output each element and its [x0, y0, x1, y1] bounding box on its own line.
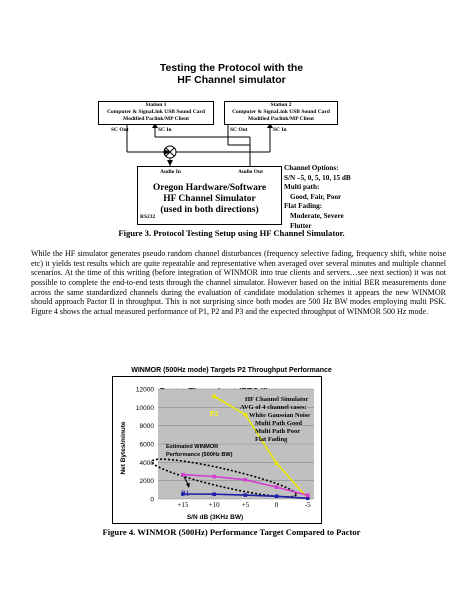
- series-point: [212, 475, 216, 479]
- y-tick-label: 0: [150, 496, 154, 504]
- station2-box: [224, 101, 338, 125]
- figure3-caption: Figure 3. Protocol Testing Setup using HF Channel Simulator.: [118, 228, 345, 238]
- audio-out-label: Audio Out: [238, 169, 263, 175]
- y-tick-label: 10000: [135, 404, 154, 412]
- figure4-caption: Figure 4. WINMOR (500Hz) Performance Target Compared to Pactor: [102, 527, 361, 537]
- simulator-title: [138, 183, 281, 216]
- station1-hardware: Computer & SignaLink USB Sound Card: [107, 109, 205, 115]
- x-tick-label: +10: [208, 501, 220, 509]
- figure4-header: WINMOR (500Hz mode) Targets P2 Throughput Performance: [131, 367, 332, 374]
- station1-name: Station 1: [145, 102, 167, 108]
- channel-options: [284, 164, 351, 231]
- y-tick-label: 6000: [139, 441, 154, 449]
- figure3-title-line2: HF Channel simulator: [177, 74, 286, 86]
- series-point: [244, 413, 248, 417]
- y-tick-label: 12000: [135, 386, 154, 394]
- series-point: [244, 493, 248, 497]
- options-flat-label: Flat Fading:: [284, 202, 323, 211]
- winmor-label-line2: Performance (500Hz BW): [166, 452, 233, 458]
- y-tick-label: 2000: [139, 478, 154, 486]
- options-flat-values1: Moderate, Severe: [290, 211, 344, 220]
- series-point: [275, 494, 279, 498]
- options-multipath-values: Good, Fair, Poor: [290, 192, 342, 201]
- series-point: [275, 461, 279, 465]
- arrow-into-sum: [164, 149, 170, 155]
- station2-hardware: Computer & SignaLink USB Sound Card: [232, 109, 330, 115]
- station1-sc-in-label: SC In: [158, 127, 172, 133]
- simulator-line1: Oregon Hardware/Software: [152, 183, 267, 193]
- station2-sc-out-label: SC Out: [230, 127, 248, 133]
- x-tick-label: +5: [241, 501, 250, 509]
- legend-line-5: Flat Fading: [255, 436, 288, 443]
- station1-sc-out-label: SC Out: [111, 127, 129, 133]
- station1-box: [98, 101, 214, 125]
- rs232-label: RS232: [140, 214, 156, 220]
- y-axis-label: Net Bytes/minute: [120, 421, 127, 475]
- station2-name: Station 2: [270, 102, 292, 108]
- x-tick-label: +15: [177, 501, 189, 509]
- legend-line-1: AVG of 4 channel cases:: [240, 404, 307, 411]
- throughput-chart: [112, 376, 322, 524]
- legend-line-2: White Gaussian Noise: [249, 412, 311, 419]
- x-tick-label: -5: [304, 501, 311, 509]
- winmor-label-line1: Estimated WINMOR: [166, 444, 219, 450]
- station2-sc-in-label: SC In: [273, 127, 287, 133]
- legend-line-4: Multi Path Poor: [255, 428, 301, 435]
- series-point: [275, 485, 279, 489]
- options-multipath-label: Multi path:: [284, 183, 320, 192]
- series-point: [181, 473, 185, 477]
- options-flat-values2: Flutter: [290, 221, 312, 230]
- legend-line-0: HF Channel Simulator: [245, 396, 309, 403]
- series-point: [244, 478, 248, 482]
- y-tick-label: 8000: [139, 423, 154, 431]
- simulator-line2: HF Channel Simulator: [163, 194, 256, 204]
- figure3-title-line1: Testing the Protocol with the: [159, 62, 304, 74]
- audio-in-label: Audio In: [160, 169, 181, 175]
- label-p2: P2: [210, 409, 219, 418]
- options-title: Channel Options:: [284, 164, 339, 172]
- y-tick-label: 4000: [139, 459, 154, 467]
- x-axis-label: S/N dB (3KHz BW): [186, 514, 244, 521]
- body-paragraph: While the HF simulator generates pseudo random channel disturbances (frequency selective fading, frequency shift, white noise etc) it yields test results which are quite repeatable and representative when averaged over several minutes and multiple channel scenarios. At the time of this writing (before integration of WINMOR into true clients and servers…see next section) it was not possible to complete the end-to-end tests through the channel simulator. However based on the initial BER measurements done across the same standardized channels during the evaluation of candidate modulation schemes it appears the new WINMOR should approach Pactor II in throughput. This is not surprising since both modes are 500 Hz BW modes employing multi PSK. Figure 4 shows the actual measured performance of P1, P2 and P3 and the expected throughput of WINMOR 500 Hz mode.: [31, 249, 446, 316]
- options-sn: S/N –5, 0, 5, 10, 15 dB: [284, 173, 351, 182]
- station1-client: Modified Paclink/MP Client: [123, 116, 189, 122]
- legend-line-3: Multi Path Good: [255, 420, 302, 427]
- series-point: [212, 492, 216, 496]
- x-tick-label: 0: [274, 501, 279, 509]
- series-point: [306, 494, 310, 498]
- label-p1: P1: [181, 489, 190, 498]
- station2-client: Modified Paclink/MP Client: [248, 116, 314, 122]
- series-point: [212, 395, 216, 399]
- simulator-line3: (used in both directions): [160, 205, 259, 215]
